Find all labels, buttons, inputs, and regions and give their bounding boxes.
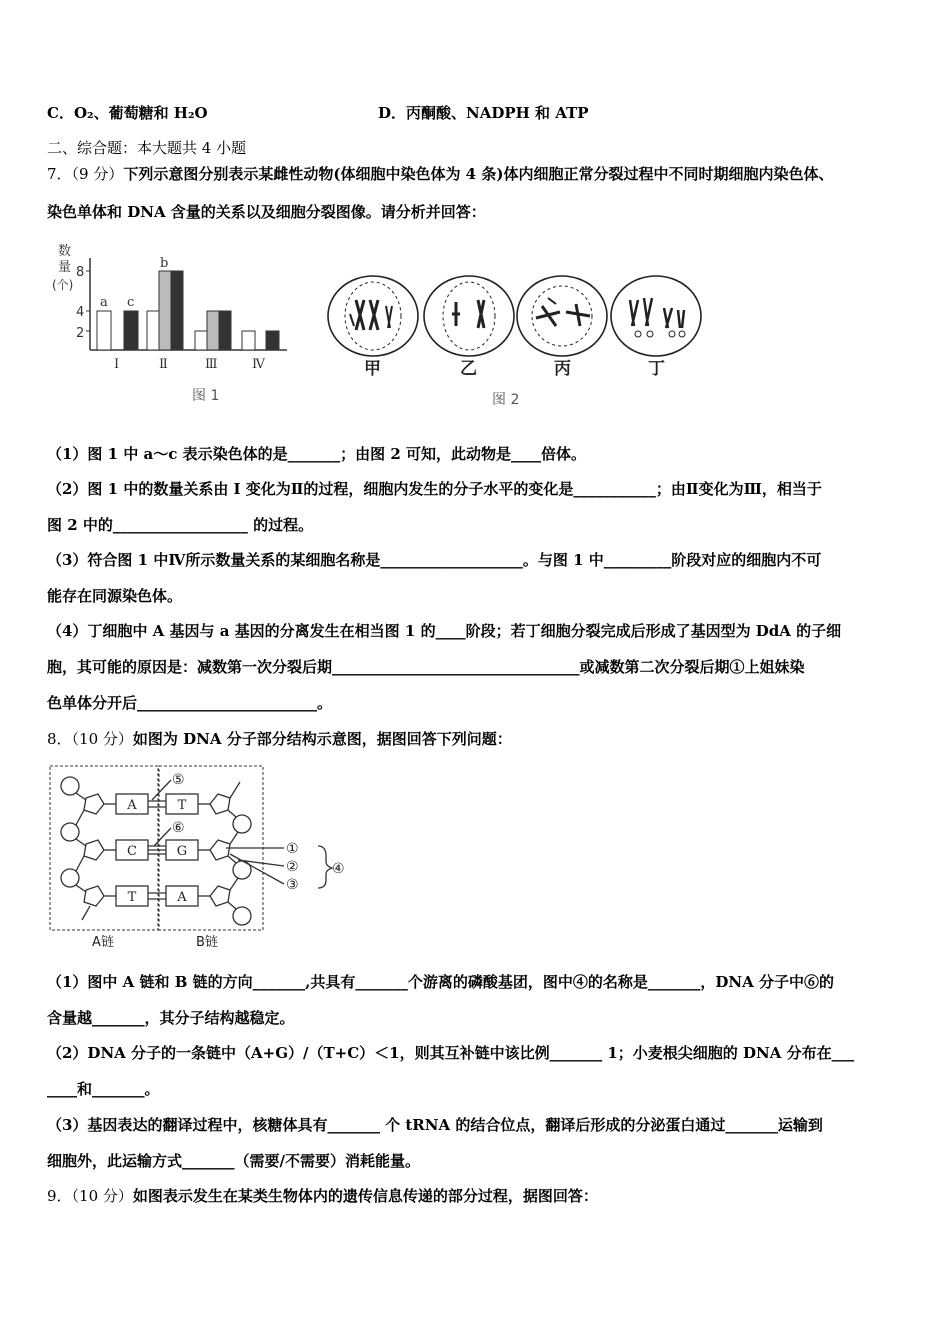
q9-number: 9．（10 分） <box>47 1187 133 1205</box>
q7-part3-line2: 能存在同源染色体。 <box>47 587 183 605</box>
fig1-ytick-4: 4 <box>76 305 85 320</box>
q8-part2-line1: （2）DNA 分子的一条链中（A+G）/（T+C）＜1，则其互补链中该比例_______ 1；小麦根尖细胞的 DNA 分布在___ <box>47 1044 855 1062</box>
q7-part1: （1）图 1 中 a～c 表示染色体的是_______；由图 2 可知，此动物是____倍体。 <box>47 445 586 463</box>
q8-part2-line2: ____和_______。 <box>47 1080 160 1098</box>
fig1-bar-IV-a <box>242 331 255 350</box>
q7-part4-line1: （4）丁细胞中 A 基因与 a 基因的分离发生在相当图 1 的____阶段；若丁细胞分裂完成后形成了基因型为 DdA 的子细 <box>47 622 842 640</box>
fig1-bar-I-a <box>97 311 111 350</box>
cell-label-yi: 乙 <box>460 359 477 379</box>
fig1-bar-II-c <box>171 271 183 350</box>
q7-figure-1 <box>52 240 302 410</box>
fig1-xtick-II: Ⅱ <box>159 357 168 372</box>
q8-part3-line2: 细胞外，此运输方式_______（需要/不需要）消耗能量。 <box>47 1152 420 1170</box>
marker-1: ① <box>286 841 299 857</box>
fig1-ylabel-2: 量 <box>58 260 72 275</box>
fig1-xtick-III: Ⅲ <box>205 357 218 372</box>
cell-label-jia: 甲 <box>364 359 381 379</box>
fig1-bar-III-c <box>219 311 231 350</box>
cell-ding <box>611 276 701 356</box>
fig1-ylabel-3: (个) <box>52 278 74 292</box>
section-heading: 二、综合题：本大题共 4 小题 <box>47 139 247 157</box>
q8-part3-line1: （3）基因表达的翻译过程中，核糖体具有_______ 个 tRNA 的结合位点，翻译后形成的分泌蛋白通过_______运输到 <box>47 1116 823 1134</box>
fig1-xtick-IV: Ⅳ <box>252 357 265 372</box>
cell-bing <box>517 276 607 356</box>
marker-5: ⑤ <box>172 772 185 788</box>
chain-a-label: A链 <box>92 935 114 950</box>
base-b-2: G <box>176 844 188 859</box>
base-a-2: C <box>127 844 137 859</box>
fig1-label-a: a <box>100 295 108 310</box>
q7-stem-line2: 染色单体和 DNA 含量的关系以及细胞分裂图像。请分析并回答： <box>47 203 486 221</box>
chain-b-label: B链 <box>196 935 218 950</box>
q7-part4-line3: 色单体分开后________________________。 <box>47 694 333 712</box>
base-a-1: A <box>127 798 137 813</box>
q9-stem <box>47 1185 598 1206</box>
q7-number: 7．（9 分） <box>47 165 124 183</box>
fig1-caption: 图 1 <box>192 388 220 404</box>
cell-label-bing: 丙 <box>554 359 571 379</box>
fig1-bar-II-a <box>147 311 159 350</box>
base-b-3: A <box>177 890 187 905</box>
fig1-bar-II-b <box>159 271 171 350</box>
marker-4: ④ <box>332 861 345 877</box>
fig1-ytick-2: 2 <box>76 326 85 341</box>
option-d: D．丙酮酸、NADPH 和 ATP <box>378 104 589 122</box>
q7-part3-line1: （3）符合图 1 中Ⅳ所示数量关系的某细胞名称是___________________。与图 1 中_________阶段对应的细胞内不可 <box>47 551 822 569</box>
cell-yi <box>424 276 514 356</box>
fig1-bar-IV-c <box>266 331 279 350</box>
q7-part2-line2: 图 2 中的__________________ 的过程。 <box>47 516 314 534</box>
base-a-3: T <box>127 890 137 905</box>
q7-figure-2 <box>326 270 706 410</box>
fig1-ylabel-1: 数 <box>58 244 72 259</box>
option-c: C．O₂、葡萄糖和 H₂O <box>47 104 208 122</box>
marker-6: ⑥ <box>172 820 185 836</box>
q7-stem-line1 <box>47 163 833 184</box>
q8-number: 8．（10 分） <box>47 730 133 748</box>
fig1-label-c: c <box>127 295 135 310</box>
q8-stem-text: 如图为 DNA 分子部分结构示意图，据图回答下列问题： <box>132 730 512 748</box>
fig1-bar-I-c <box>124 311 138 350</box>
q9-stem-text: 如图表示发生在某类生物体内的遗传信息传递的部分过程，据图回答： <box>132 1187 598 1205</box>
q8-part1-line1: （1）图中 A 链和 B 链的方向_______,共具有_______个游离的磷酸基团，图中④的名称是_______，DNA 分子中⑥的 <box>47 973 834 991</box>
marker-2: ② <box>286 859 299 875</box>
q8-stem <box>47 728 512 749</box>
fig1-bar-III-a <box>195 331 207 350</box>
fig1-bar-III-b <box>207 311 219 350</box>
fig1-xtick-I: Ⅰ <box>114 357 120 372</box>
cell-label-ding: 丁 <box>648 359 665 379</box>
fig1-ytick-8: 8 <box>76 265 85 280</box>
q7-part2-line1: （2）图 1 中的数量关系由 I 变化为Ⅱ的过程，细胞内发生的分子水平的变化是___________；由Ⅱ变化为Ⅲ，相当于 <box>47 480 822 498</box>
q8-dna-figure <box>46 762 356 952</box>
q7-part4-line2: 胞，其可能的原因是：减数第一次分裂后期_________________________________或减数第二次分裂后期①上姐妹染 <box>47 658 805 676</box>
q7-stem-text: 下列示意图分别表示某雌性动物(体细胞中染色体为 4 条)体内细胞正常分裂过程中不同时期细胞内染色体、 <box>123 165 834 183</box>
cell-jia <box>328 276 418 356</box>
fig2-caption: 图 2 <box>492 392 520 408</box>
marker-3: ③ <box>286 877 299 893</box>
q8-part1-line2: 含量越_______，其分子结构越稳定。 <box>47 1009 295 1027</box>
fig1-label-b: b <box>160 256 169 271</box>
base-b-1: T <box>177 798 187 813</box>
